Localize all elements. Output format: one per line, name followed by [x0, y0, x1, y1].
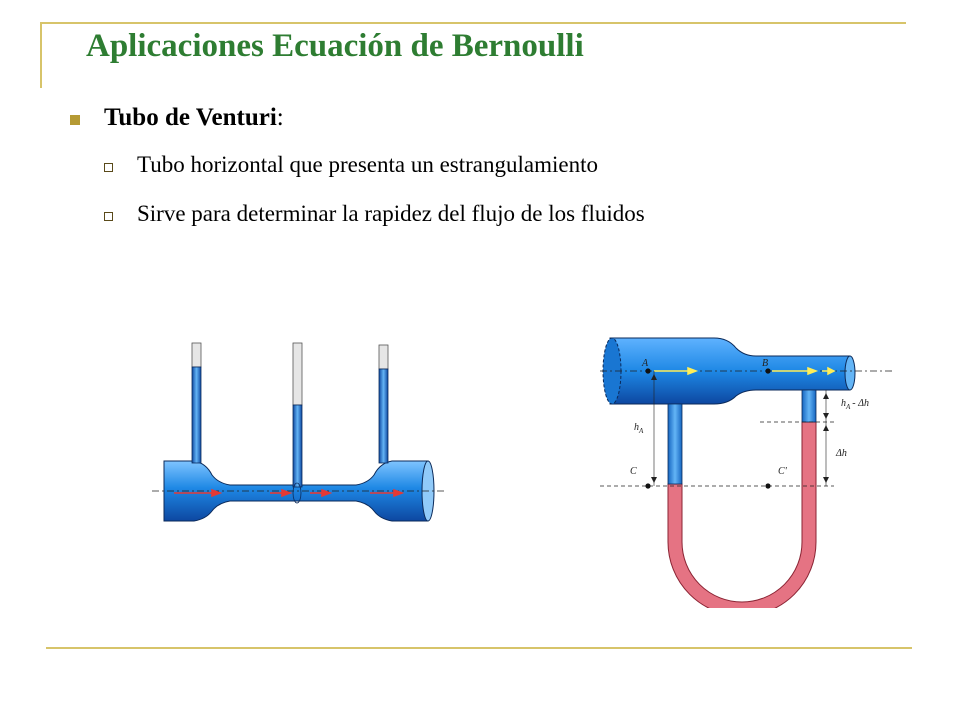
point-a-dot	[645, 368, 650, 373]
label-point-c: C	[630, 466, 637, 477]
venturi-piezometer-diagram	[150, 335, 450, 530]
manometer-right-water	[802, 390, 816, 422]
bullet-text	[104, 104, 284, 132]
label-ha-sub: A	[639, 427, 644, 435]
label-dh: Δh	[836, 448, 847, 459]
label-point-a: A	[642, 358, 649, 369]
label-ha2-sub: A	[846, 403, 851, 411]
label-ha-minus-dh	[841, 398, 869, 411]
label-point-c-prime: C'	[778, 466, 787, 477]
slide-title: Aplicaciones Ecuación de Bernoulli	[86, 28, 584, 64]
hollow-square-bullet-icon	[104, 212, 113, 221]
label-minus-dh: - Δh	[852, 398, 869, 409]
square-bullet-icon	[70, 115, 80, 125]
manometer-left-water	[668, 404, 682, 484]
manometer-mercury	[668, 422, 816, 608]
venturi-manometer-diagram	[596, 330, 896, 608]
right-opening	[845, 356, 855, 390]
bullet-suffix: :	[276, 104, 284, 131]
point-c-dot	[645, 483, 650, 488]
point-b-dot	[765, 368, 770, 373]
label-point-b: B	[762, 358, 769, 369]
left-rule	[40, 22, 42, 88]
hollow-square-bullet-icon	[104, 163, 113, 172]
subbullet-text: Tubo horizontal que presenta un estrangulamiento	[137, 152, 598, 177]
label-ha	[634, 422, 644, 435]
label-ha2-h: h	[841, 398, 846, 409]
piezometer-right	[379, 369, 388, 463]
subbullet-text: Sirve para determinar la rapidez del flujo de los fluidos	[137, 201, 645, 226]
top-rule	[40, 22, 906, 24]
piezometer-middle	[293, 405, 302, 487]
piezometer-left	[192, 367, 201, 463]
bullet-term: Tubo de Venturi	[104, 104, 277, 131]
label-ha-h: h	[634, 422, 639, 433]
bottom-rule	[46, 647, 912, 649]
point-c-prime-dot	[765, 483, 770, 488]
